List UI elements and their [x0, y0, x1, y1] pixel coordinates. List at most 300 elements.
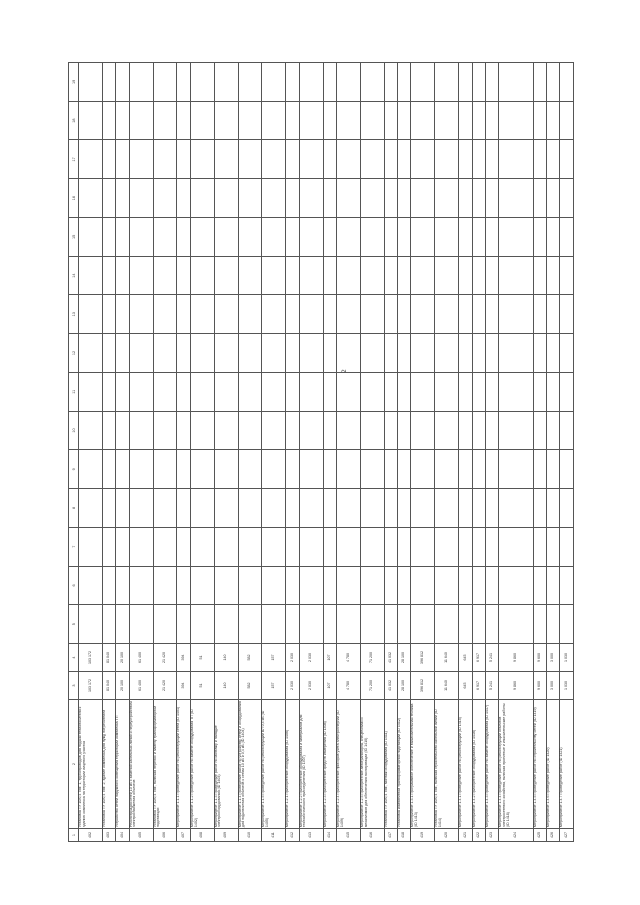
empty-cell	[547, 101, 560, 140]
empty-cell	[485, 217, 498, 256]
empty-cell	[336, 489, 360, 528]
empty-cell	[262, 63, 286, 102]
empty-cell	[153, 217, 177, 256]
empty-cell	[499, 605, 533, 644]
year-value-cell: 140	[214, 644, 238, 672]
empty-cell	[262, 140, 286, 179]
empty-cell	[190, 372, 214, 411]
empty-cell	[129, 140, 153, 179]
empty-cell	[323, 566, 336, 605]
empty-cell	[472, 605, 485, 644]
table-row	[336, 63, 360, 842]
empty-cell	[177, 63, 190, 102]
empty-cell	[459, 372, 472, 411]
empty-cell	[384, 140, 397, 179]
empty-cell	[190, 101, 214, 140]
empty-cell	[299, 411, 323, 450]
empty-cell	[560, 334, 574, 373]
empty-cell	[323, 605, 336, 644]
empty-cell	[177, 101, 190, 140]
empty-cell	[299, 140, 323, 179]
empty-cell	[485, 295, 498, 334]
empty-cell	[286, 566, 299, 605]
total-value-cell: 51	[190, 672, 214, 700]
empty-cell	[547, 372, 560, 411]
total-value-cell: 645	[459, 672, 472, 700]
empty-cell	[102, 566, 115, 605]
empty-cell	[129, 217, 153, 256]
empty-cell	[129, 411, 153, 450]
table-row	[177, 63, 190, 842]
empty-cell	[472, 140, 485, 179]
empty-cell	[547, 334, 560, 373]
empty-cell	[485, 101, 498, 140]
empty-cell	[560, 63, 574, 102]
empty-cell	[384, 295, 397, 334]
empty-cell	[360, 217, 384, 256]
item-name-cell: Мероприятие 1.1.3 Проведение работ по монтажу и наладке электрооборудования (ID 1403)	[214, 699, 238, 828]
empty-cell	[177, 217, 190, 256]
item-name-cell: Установка комплектной трансформаторной подстанции (ID 1412)	[398, 699, 411, 828]
empty-cell	[472, 334, 485, 373]
item-name-cell: Мероприятие 1.2.5 Приобретение автотранспорта, спецтехники и механизмов для обеспечения эксплуатации (ID 1410)	[360, 699, 384, 828]
total-value-cell: 157	[262, 672, 286, 700]
empty-cell	[214, 411, 238, 450]
empty-cell	[398, 140, 411, 179]
empty-cell	[336, 334, 360, 373]
empty-cell	[214, 334, 238, 373]
year-value-cell: 21 420	[153, 644, 177, 672]
row-number-cell: 424	[499, 829, 533, 842]
year-value-cell: 3 000	[547, 644, 560, 672]
empty-cell	[238, 489, 262, 528]
table-row	[116, 63, 129, 842]
row-number-cell: 426	[547, 829, 560, 842]
column-number-header: 4	[69, 644, 79, 672]
table-row	[262, 63, 286, 842]
empty-cell	[102, 140, 115, 179]
table-row	[214, 63, 238, 842]
empty-cell	[459, 217, 472, 256]
empty-cell	[485, 411, 498, 450]
empty-cell	[102, 179, 115, 218]
empty-cell	[411, 140, 435, 179]
empty-cell	[384, 411, 397, 450]
empty-cell	[398, 101, 411, 140]
empty-cell	[153, 527, 177, 566]
total-value-cell: 28 100	[398, 672, 411, 700]
empty-cell	[533, 334, 546, 373]
empty-cell	[153, 295, 177, 334]
empty-cell	[190, 411, 214, 450]
empty-cell	[153, 179, 177, 218]
empty-cell	[79, 295, 103, 334]
empty-cell	[360, 179, 384, 218]
empty-cell	[262, 295, 286, 334]
total-value-cell: 41 032	[384, 672, 397, 700]
row-number-cell: 421	[459, 829, 472, 842]
empty-cell	[499, 101, 533, 140]
empty-cell	[398, 63, 411, 102]
row-number-cell: 423	[485, 829, 498, 842]
empty-cell	[485, 527, 498, 566]
year-value-cell: 2 030	[286, 644, 299, 672]
empty-cell	[459, 605, 472, 644]
empty-cell	[102, 334, 115, 373]
empty-cell	[177, 334, 190, 373]
empty-cell	[190, 63, 214, 102]
item-name-cell: Мероприятие 1.1.4 Проведение работ по устройству сетей и оборудования для подключения объектов к сетям 10 кВ и 0,4 кВ (ID 1404)	[238, 699, 262, 828]
year-value-cell: 396 812	[411, 644, 435, 672]
empty-cell	[411, 63, 435, 102]
empty-cell	[214, 101, 238, 140]
empty-cell	[472, 527, 485, 566]
empty-cell	[153, 411, 177, 450]
empty-cell	[79, 179, 103, 218]
empty-cell	[238, 179, 262, 218]
empty-cell	[323, 140, 336, 179]
empty-cell	[336, 179, 360, 218]
table-row	[472, 63, 485, 842]
item-name-cell: Установка ТУ 10/0,4 ТМГ 2, здание комплекса для нужд потребителей	[102, 699, 115, 828]
row-number-cell: 409	[214, 829, 238, 842]
empty-cell	[214, 489, 238, 528]
year-value-cell: 20 100	[116, 644, 129, 672]
item-name-cell: Мероприятие 1.1.5 Проведение работ по реконструкции ВЛ 0,4 кВ (ID 1405)	[262, 699, 286, 828]
empty-cell	[262, 605, 286, 644]
table-body	[79, 63, 574, 842]
empty-cell	[547, 256, 560, 295]
empty-cell	[238, 527, 262, 566]
table-row	[129, 63, 153, 842]
empty-cell	[560, 256, 574, 295]
empty-cell	[360, 450, 384, 489]
empty-cell	[411, 334, 435, 373]
empty-cell	[190, 605, 214, 644]
empty-cell	[299, 527, 323, 566]
empty-cell	[336, 605, 360, 644]
empty-cell	[177, 411, 190, 450]
column-number-header: 3	[69, 672, 79, 700]
year-value-cell: 1 030	[560, 644, 574, 672]
empty-cell	[435, 140, 459, 179]
empty-cell	[384, 527, 397, 566]
empty-cell	[116, 334, 129, 373]
empty-cell	[360, 140, 384, 179]
empty-cell	[459, 295, 472, 334]
total-value-cell: 9 600	[533, 672, 546, 700]
empty-cell	[190, 450, 214, 489]
empty-cell	[435, 450, 459, 489]
row-number-cell: 427	[560, 829, 574, 842]
empty-cell	[190, 179, 214, 218]
total-value-cell: 3 000	[547, 672, 560, 700]
empty-cell	[360, 605, 384, 644]
total-value-cell: 107	[323, 672, 336, 700]
empty-cell	[411, 566, 435, 605]
empty-cell	[286, 605, 299, 644]
empty-cell	[286, 411, 299, 450]
year-value-cell: 9 600	[533, 644, 546, 672]
empty-cell	[384, 217, 397, 256]
empty-cell	[190, 566, 214, 605]
empty-cell	[459, 63, 472, 102]
empty-cell	[472, 372, 485, 411]
column-number-header: 2	[69, 699, 79, 828]
empty-cell	[472, 101, 485, 140]
empty-cell	[79, 566, 103, 605]
empty-cell	[560, 140, 574, 179]
empty-cell	[560, 566, 574, 605]
empty-cell	[459, 179, 472, 218]
empty-cell	[485, 256, 498, 295]
empty-cell	[116, 411, 129, 450]
column-number-header: 18	[69, 101, 79, 140]
empty-cell	[116, 256, 129, 295]
empty-cell	[129, 63, 153, 102]
empty-cell	[102, 372, 115, 411]
empty-cell	[499, 372, 533, 411]
empty-cell	[323, 295, 336, 334]
row-number-cell: 418	[398, 829, 411, 842]
empty-cell	[214, 179, 238, 218]
empty-cell	[533, 566, 546, 605]
total-value-cell: 582	[238, 672, 262, 700]
empty-cell	[472, 411, 485, 450]
year-value-cell: 107	[323, 644, 336, 672]
empty-cell	[190, 256, 214, 295]
empty-cell	[560, 372, 574, 411]
empty-cell	[560, 411, 574, 450]
total-value-cell: 9 860	[499, 672, 533, 700]
column-number-header: 16	[69, 179, 79, 218]
empty-cell	[398, 411, 411, 450]
empty-cell	[177, 605, 190, 644]
empty-cell	[384, 450, 397, 489]
empty-cell	[336, 450, 360, 489]
empty-cell	[79, 450, 103, 489]
empty-cell	[299, 334, 323, 373]
column-number-header: 13	[69, 295, 79, 334]
row-number-cell: 411	[262, 829, 286, 842]
empty-cell	[177, 450, 190, 489]
empty-cell	[459, 256, 472, 295]
empty-cell	[262, 334, 286, 373]
empty-cell	[116, 295, 129, 334]
table-row	[238, 63, 262, 842]
empty-cell	[177, 295, 190, 334]
empty-cell	[129, 101, 153, 140]
item-name-cell: Установка ТУ 10/0,4 ТМГ, включая строительство кабельной линии (ID 1414)	[435, 699, 459, 828]
empty-cell	[435, 489, 459, 528]
empty-cell	[459, 334, 472, 373]
row-number-cell: 417	[384, 829, 397, 842]
row-number-cell: 403	[102, 829, 115, 842]
year-value-cell: 11 640	[435, 644, 459, 672]
empty-cell	[286, 217, 299, 256]
empty-cell	[102, 256, 115, 295]
empty-cell	[214, 566, 238, 605]
row-number-cell: 405	[129, 829, 153, 842]
row-number-cell: 419	[411, 829, 435, 842]
empty-cell	[459, 450, 472, 489]
empty-cell	[79, 489, 103, 528]
item-name-cell: Установка ТУ 10/0,4 ТМГ, включая перенос и замену трансформаторной подстанции	[153, 699, 177, 828]
empty-cell	[116, 372, 129, 411]
empty-cell	[398, 179, 411, 218]
empty-cell	[286, 101, 299, 140]
empty-cell	[116, 489, 129, 528]
empty-cell	[238, 334, 262, 373]
item-name-cell: Мероприятие 1.1.1 Проведение работ по реконструкции сетей (ID 1401)	[177, 699, 190, 828]
year-value-cell: 103 172	[79, 644, 103, 672]
year-value-cell: 645	[459, 644, 472, 672]
total-value-cell: 140	[214, 672, 238, 700]
empty-cell	[360, 566, 384, 605]
empty-cell	[499, 334, 533, 373]
empty-cell	[129, 295, 153, 334]
empty-cell	[116, 63, 129, 102]
column-number-header: 15	[69, 217, 79, 256]
empty-cell	[547, 605, 560, 644]
empty-cell	[323, 101, 336, 140]
empty-cell	[398, 566, 411, 605]
empty-cell	[360, 334, 384, 373]
empty-cell	[360, 411, 384, 450]
row-number-cell: 408	[190, 829, 214, 842]
empty-cell	[560, 605, 574, 644]
empty-cell	[129, 527, 153, 566]
item-name-cell: Установка ТУ 10/0,4 ТМГ 1, трубопроводов для подачи теплоносителя к зданию комплекса на территории лицевого участка	[79, 699, 103, 828]
year-value-cell: 28 100	[398, 644, 411, 672]
empty-cell	[499, 411, 533, 450]
empty-cell	[238, 63, 262, 102]
empty-cell	[499, 140, 533, 179]
empty-cell	[336, 295, 360, 334]
empty-cell	[129, 372, 153, 411]
empty-cell	[238, 101, 262, 140]
empty-cell	[485, 140, 498, 179]
empty-cell	[547, 411, 560, 450]
empty-cell	[547, 489, 560, 528]
empty-cell	[435, 605, 459, 644]
empty-cell	[238, 295, 262, 334]
empty-cell	[435, 411, 459, 450]
empty-cell	[79, 411, 103, 450]
empty-cell	[102, 63, 115, 102]
empty-cell	[533, 179, 546, 218]
empty-cell	[79, 217, 103, 256]
empty-cell	[336, 527, 360, 566]
table-row	[435, 63, 459, 842]
empty-cell	[262, 256, 286, 295]
table-row	[411, 63, 435, 842]
empty-cell	[116, 527, 129, 566]
empty-cell	[435, 295, 459, 334]
empty-cell	[533, 295, 546, 334]
empty-cell	[485, 372, 498, 411]
empty-cell	[360, 372, 384, 411]
empty-cell	[323, 527, 336, 566]
empty-cell	[323, 256, 336, 295]
empty-cell	[485, 179, 498, 218]
empty-cell	[214, 295, 238, 334]
table-header-row	[69, 63, 79, 842]
column-number-header: 8	[69, 489, 79, 528]
column-number-header: 14	[69, 256, 79, 295]
empty-cell	[398, 334, 411, 373]
table-row	[384, 63, 397, 842]
year-value-cell: 5 241	[485, 644, 498, 672]
empty-cell	[435, 334, 459, 373]
total-value-cell: 396 812	[411, 672, 435, 700]
empty-cell	[102, 295, 115, 334]
empty-cell	[286, 179, 299, 218]
empty-cell	[190, 489, 214, 528]
empty-cell	[153, 334, 177, 373]
empty-cell	[129, 450, 153, 489]
empty-cell	[214, 140, 238, 179]
empty-cell	[323, 217, 336, 256]
empty-cell	[214, 527, 238, 566]
item-name-cell: Мероприятие 1.2.3 Приобретение средств измерения (ID 1408)	[323, 699, 336, 828]
empty-cell	[384, 605, 397, 644]
empty-cell	[299, 63, 323, 102]
column-number-header: 6	[69, 566, 79, 605]
empty-cell	[190, 334, 214, 373]
empty-cell	[177, 140, 190, 179]
empty-cell	[398, 450, 411, 489]
empty-cell	[336, 63, 360, 102]
empty-cell	[262, 527, 286, 566]
empty-cell	[102, 411, 115, 450]
empty-cell	[79, 256, 103, 295]
item-name-cell: Мероприятие 1.4.3 Проведение работ по замене оборудования (ID 1417)	[485, 699, 498, 828]
empty-cell	[336, 140, 360, 179]
empty-cell	[435, 566, 459, 605]
item-name-cell: Мероприятие 1.4.5 Проведение работ по строительству сетей (ID 1419)	[533, 699, 546, 828]
empty-cell	[384, 489, 397, 528]
empty-cell	[411, 527, 435, 566]
empty-cell	[238, 217, 262, 256]
empty-cell	[153, 63, 177, 102]
empty-cell	[533, 256, 546, 295]
empty-cell	[262, 179, 286, 218]
empty-cell	[472, 256, 485, 295]
empty-cell	[411, 256, 435, 295]
empty-cell	[459, 411, 472, 450]
empty-cell	[547, 140, 560, 179]
empty-cell	[411, 411, 435, 450]
empty-cell	[79, 527, 103, 566]
empty-cell	[560, 295, 574, 334]
table-row	[360, 63, 384, 842]
empty-cell	[190, 140, 214, 179]
empty-cell	[153, 256, 177, 295]
table-row	[398, 63, 411, 842]
empty-cell	[472, 217, 485, 256]
empty-cell	[336, 217, 360, 256]
empty-cell	[286, 295, 299, 334]
year-value-cell: 41 032	[384, 644, 397, 672]
total-value-cell: 6 917	[472, 672, 485, 700]
empty-cell	[360, 256, 384, 295]
empty-cell	[190, 527, 214, 566]
empty-cell	[499, 256, 533, 295]
table-row	[102, 63, 115, 842]
empty-cell	[547, 450, 560, 489]
table-row	[459, 63, 472, 842]
